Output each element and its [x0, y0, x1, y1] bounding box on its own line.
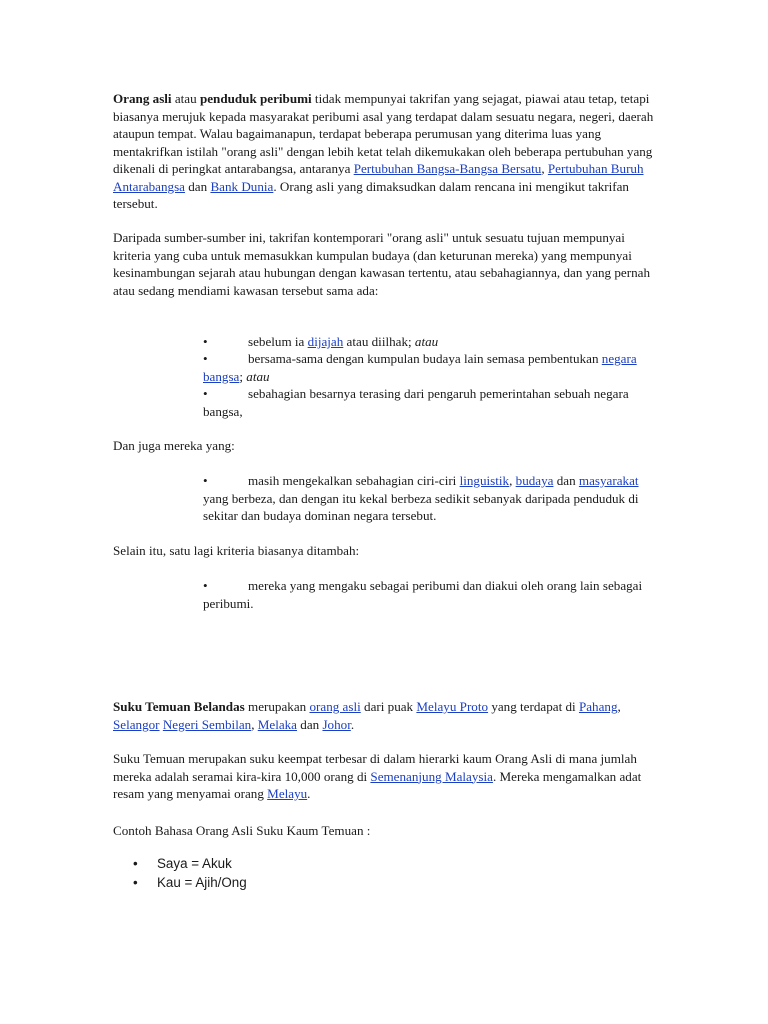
bullet-icon: • [203, 386, 208, 401]
link-budaya[interactable]: budaya [515, 473, 554, 488]
bullet-icon: • [203, 473, 208, 488]
link-dijajah[interactable]: dijajah [307, 334, 344, 349]
link-linguistik[interactable]: linguistik [459, 473, 510, 488]
link-negara-bangsa[interactable]: negara bangsa [203, 351, 637, 384]
link-bank-dunia[interactable]: Bank Dunia [210, 178, 274, 194]
bullet-icon: • [133, 875, 138, 890]
link-melayu-proto[interactable]: Melayu Proto [416, 699, 489, 714]
paragraph-suku-temuan-belandas: Suku Temuan Belandas merupakan orang asli dari puak Melayu Proto yang terdapat di Pahang, Selangor Negeri Sembilan, Melaka dan Johor. [113, 699, 621, 732]
list-item-saya: Saya = Akuk [157, 856, 232, 871]
list-item-terasing: • sebahagian besarnya terasing dari pengaruh pemerintahan sebuah negara bangsa, [203, 386, 629, 419]
link-selangor[interactable]: Selangor [113, 716, 160, 732]
paragraph-orang-asli-definition: Orang asli atau penduduk peribumi tidak mempunyai takrifan yang sejagat, piawai atau tetap, tetapi biasanya merujuk kepada masyarakat peribumi asal yang terdapat dalam sesuatu negara, negeri, daerah ataupun tempat. Walau bagaimanapun, terdapat beberapa perumusan yang diterima luas yang mentakrifkan istilah "orang asli" dengan lebih ketat telah dikemukakan oleh beberapa pertubuhan yang dikenali di peringkat antarabangsa, antaranya Pertubuhan Bangsa-Bangsa Bersatu, Pertubuhan Buruh Antarabangsa dan Bank Dunia. Orang asli yang dimaksudkan dalam rencana ini mengikut takrifan tersebut. [113, 91, 654, 211]
link-masyarakat[interactable]: masyarakat [578, 473, 639, 488]
paragraph-suku-temuan-population: Suku Temuan merupakan suku keempat terbesar di dalam hierarki kaum Orang Asli di mana jumlah mereka adalah seramai kira-kira 10,000 orang di Semenanjung Malaysia. Mereka mengamalkan adat resam yang menyamai orang Melayu. [113, 751, 642, 801]
term-penduduk-peribumi: penduduk peribumi [199, 91, 312, 106]
link-orang-asli[interactable]: orang asli [309, 699, 361, 714]
paragraph-selain-itu: Selain itu, satu lagi kriteria biasanya ditambah: [113, 543, 360, 558]
list-item-linguistik: • masih mengekalkan sebahagian ciri-ciri linguistik, budaya dan masyarakat yang berbeza, dan dengan itu kekal berbeza sedikit sebanyak daripada penduduk di sekitar dan budaya dominan negara tersebut. [203, 473, 639, 523]
bullet-icon: • [203, 334, 208, 349]
link-pertubuhan-bangsa-bangsa-bersatu[interactable]: Pertubuhan Bangsa-Bangsa Bersatu [353, 161, 542, 176]
bullet-icon: • [133, 856, 138, 871]
bullet-icon: • [203, 351, 208, 366]
paragraph-criteria-intro: Daripada sumber-sumber ini, takrifan kontemporari "orang asli" untuk sesuatu tujuan mempunyai kriteria yang cuba untuk memasukkan kumpulan budaya (dan keturunan mereka) yang mempunyai kesinambungan sejarah atau hubungan dengan kawasan tertentu, atau sebahagiannya, dan yang pernah atau sedang mendiami kawasan tersebut sama ada: [113, 230, 651, 298]
link-johor[interactable]: Johor [322, 716, 351, 732]
list-item-kau: Kau = Ajih/Ong [157, 875, 247, 890]
bullet-icon: • [203, 578, 208, 593]
term-orang-asli: Orang asli [113, 91, 172, 106]
list-item-mengaku-peribumi: • mereka yang mengaku sebagai peribumi dan diakui oleh orang lain sebagai peribumi. [203, 578, 643, 611]
list-item-negara-bangsa: • bersama-sama dengan kumpulan budaya lain semasa pembentukan negara bangsa; atau [203, 351, 637, 384]
link-negeri-sembilan[interactable]: Negeri Sembilan [162, 716, 252, 732]
term-suku-temuan-belandas: Suku Temuan Belandas [113, 699, 245, 714]
link-melayu[interactable]: Melayu [267, 786, 308, 801]
link-melaka[interactable]: Melaka [257, 716, 297, 732]
link-pahang[interactable]: Pahang [578, 699, 618, 714]
link-semenanjung-malaysia[interactable]: Semenanjung Malaysia [370, 768, 493, 784]
paragraph-contoh-bahasa: Contoh Bahasa Orang Asli Suku Kaum Temuan : [113, 823, 371, 838]
paragraph-dan-juga: Dan juga mereka yang: [113, 438, 235, 453]
link-pertubuhan-buruh-antarabangsa[interactable]: Pertubuhan Buruh Antarabangsa [113, 161, 644, 194]
list-item-dijajah: • sebelum ia dijajah atau diilhak; atau [203, 334, 439, 349]
